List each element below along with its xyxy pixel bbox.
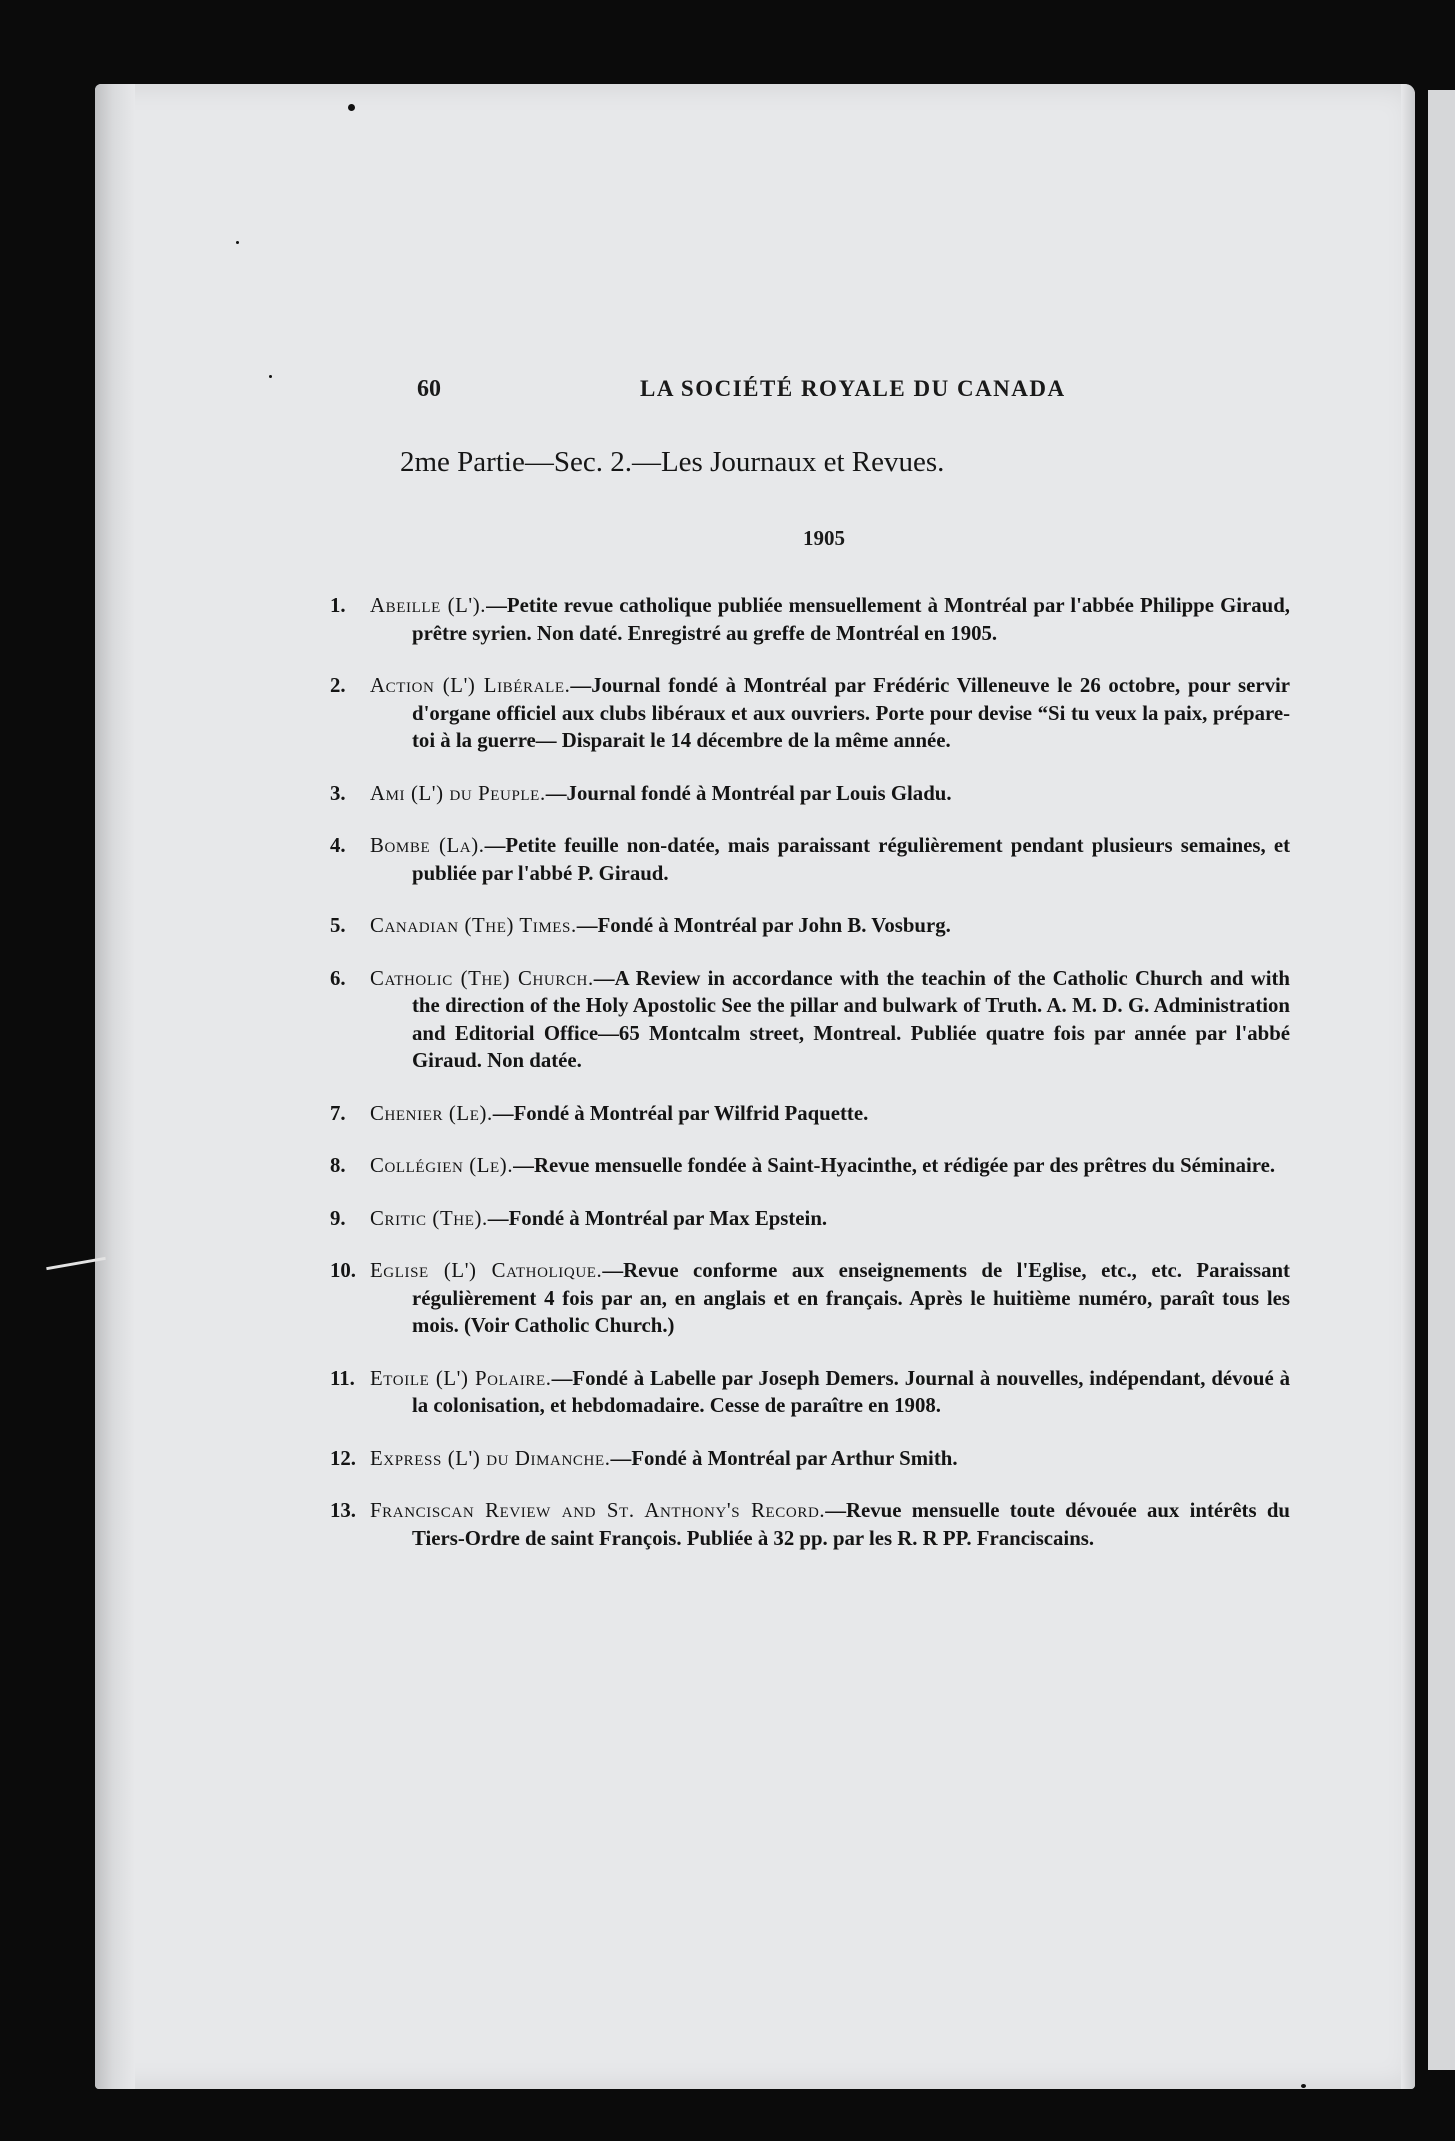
- entry-description: —Fondé à Montréal par Arthur Smith.: [610, 1446, 958, 1470]
- entry-body: [370, 832, 1290, 887]
- list-item: [330, 780, 1290, 808]
- entry-name: Canadian (The) Times.: [370, 914, 577, 937]
- entry-body: [370, 1257, 1290, 1340]
- entry-body: [370, 912, 1290, 940]
- entry-body: [370, 1365, 1290, 1420]
- entry-description: —Fondé à Labelle par Joseph Demers. Journal à nouvelles, indépendant, dévoué à la colonisation, et hebdomadaire. Cesse de paraître en 1908.: [412, 1366, 1290, 1417]
- entry-number: 2.: [330, 674, 346, 697]
- entry-body: [370, 1205, 1290, 1233]
- entry-number: 13.: [330, 1499, 356, 1522]
- entry-name: Abeille (L').: [370, 594, 487, 617]
- entry-name: Collégien (Le).: [370, 1154, 514, 1177]
- ink-speck: [348, 104, 355, 111]
- entry-description: —Revue mensuelle toute dévouée aux intérêts du Tiers-Ordre de saint François. Publiée à 32 pp. par les R. R PP. Franciscains.: [412, 1499, 1290, 1550]
- entry-body: [370, 1445, 1290, 1473]
- entry-name: Chenier (Le).: [370, 1101, 493, 1125]
- list-item: [330, 1497, 1290, 1552]
- list-item: [330, 965, 1290, 1075]
- ink-speck: [236, 241, 239, 244]
- list-item: [330, 1152, 1290, 1180]
- entry-body: [370, 672, 1290, 755]
- entry-name: Franciscan Review and St. Anthony's Record.: [370, 1499, 826, 1522]
- running-title: LA SOCIÉTÉ ROYALE DU CANADA: [640, 376, 1066, 401]
- page-number: 60: [417, 376, 441, 402]
- entry-number: 3.: [330, 781, 346, 805]
- entry-description: —Revue conforme aux enseignements de l'Eglise, etc., etc. Paraissant régulièrement 4 fois par an, en anglais et en français. Après le huitième numéro, paraît tous les mois. (Voir Catholic Church.): [412, 1259, 1290, 1337]
- entry-body: [370, 592, 1290, 647]
- entry-number: 11.: [330, 1366, 355, 1390]
- entry-description: —Journal fondé à Montréal par Louis Gladu.: [545, 781, 952, 805]
- entry-body: [370, 1497, 1290, 1552]
- entry-number: 6.: [330, 966, 346, 990]
- list-item: [330, 912, 1290, 940]
- ink-speck: [1301, 2084, 1306, 2088]
- entry-list: [330, 592, 1290, 1577]
- list-item: [330, 1257, 1290, 1340]
- list-item: [330, 1205, 1290, 1233]
- section-year: 1905: [803, 526, 845, 550]
- entry-number: 12.: [330, 1446, 356, 1470]
- list-item: [330, 672, 1290, 755]
- entry-body: [370, 1100, 1290, 1128]
- running-header: [95, 376, 1415, 416]
- entry-description: —Fondé à Montréal par Max Epstein.: [487, 1206, 828, 1230]
- list-item: [330, 1365, 1290, 1420]
- entry-description: —Petite feuille non-datée, mais paraissant régulièrement pendant plusieurs semaines, et publiée par l'abbé P. Giraud.: [412, 834, 1290, 885]
- entry-description: —Revue mensuelle fondée à Saint-Hyacinthe, et rédigée par des prêtres du Séminaire.: [513, 1154, 1276, 1177]
- entry-name: Catholic (The) Church.: [370, 966, 594, 990]
- entry-number: 4.: [330, 834, 346, 857]
- entry-description: —Fondé à Montréal par Wilfrid Paquette.: [492, 1101, 869, 1125]
- entry-number: 7.: [330, 1101, 346, 1125]
- list-item: [330, 592, 1290, 647]
- entry-number: 5.: [330, 914, 346, 937]
- entry-body: [370, 780, 1290, 808]
- entry-description: —Fondé à Montréal par John B. Vosburg.: [576, 914, 951, 937]
- entry-description: —Journal fondé à Montréal par Frédéric Villeneuve le 26 octobre, pour servir d'organe officiel aux clubs libéraux et aux ouvriers. Porte pour devise “Si tu veux la paix, prépare-toi à la guerre— Disparait le 14 décembre de la même année.: [412, 674, 1290, 752]
- list-item: [330, 1445, 1290, 1473]
- list-item: [330, 1100, 1290, 1128]
- list-item: [330, 832, 1290, 887]
- entry-name: Etoile (L') Polaire.: [370, 1366, 552, 1390]
- section-title: 2me Partie—Sec. 2.—Les Journaux et Revues.: [400, 446, 945, 478]
- entry-name: Eglise (L') Catholique.: [370, 1259, 603, 1282]
- entry-description: —Petite revue catholique publiée mensuellement à Montréal par l'abbée Philippe Giraud, prêtre syrien. Non daté. Enregistré au greffe de Montréal en 1905.: [412, 594, 1290, 645]
- entry-number: 9.: [330, 1206, 346, 1230]
- entry-name: Bombe (La).: [370, 834, 485, 857]
- entry-number: 8.: [330, 1154, 346, 1177]
- entry-body: [370, 1152, 1290, 1180]
- entry-name: Ami (L') du Peuple.: [370, 781, 546, 805]
- adjacent-page-edge: [1428, 90, 1455, 2070]
- entry-name: Express (L') du Dimanche.: [370, 1446, 611, 1470]
- entry-number: 10.: [330, 1259, 356, 1282]
- entry-name: Action (L') Libérale.: [370, 674, 571, 697]
- entry-number: 1.: [330, 594, 346, 617]
- entry-name: Critic (The).: [370, 1206, 488, 1230]
- entry-description: —A Review in accordance with the teachin of the Catholic Church and with the direction of the Holy Apostolic See the pillar and bulwark of Truth. A. M. D. G. Administration and Editorial Office—65 Montcalm street, Montreal. Publiée quatre fois par année par l'abbé Giraud. Non datée.: [412, 966, 1291, 1072]
- entry-body: [370, 965, 1290, 1075]
